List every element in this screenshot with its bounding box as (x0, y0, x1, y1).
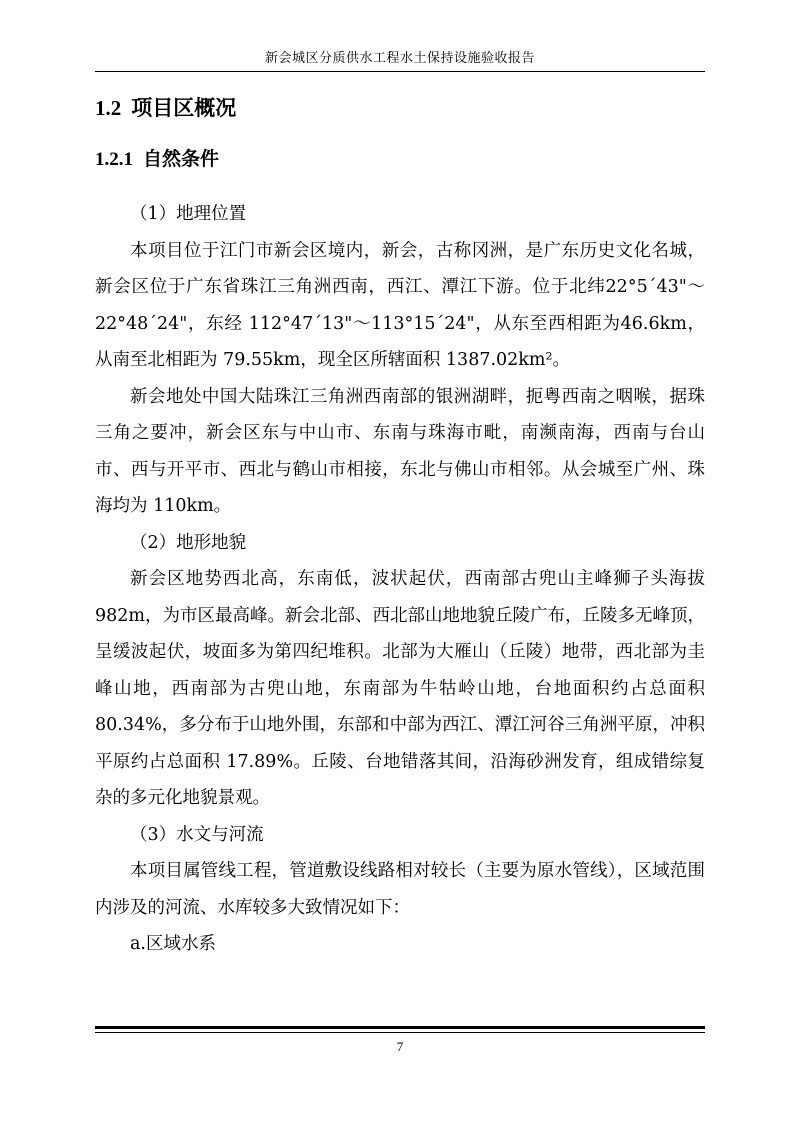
paragraph-surroundings: 新会地处中国大陆珠江三角洲西南部的银洲湖畔，扼粤西南之咽喉，据珠三角之要冲，新会区东与中山市、东南与珠海市毗，南濒南海，西南与台山市、西与开平市、西北与鹤山市相接，东北与佛山市相邻。从会城至广州、珠海均为 110km。 (95, 386, 705, 516)
item-heading-water-system: a.区域水系 (130, 934, 216, 954)
paragraph-terrain: 新会区地势西北高，东南低，波状起伏，西南部古兜山主峰狮子头海拔 982m，为市区最高峰。新会北部、西北部山地地貌丘陵广布，丘陵多无峰顶，呈缓波起伏，坡面多为第四纪堆积。北部为大雁山（丘陵）地带，西北部为圭峰山地，西南部为古兜山地，东南部为牛牯岭山地，台地面积约占总面积 80.34%，多分布于山地外围，东部和中部为西江、潭江河谷三角洲平原，冲积平原约占总面积 17.89%。丘陵、台地错落其间，沿海砂洲发育，组成错综复杂的多元化地貌景观。 (95, 569, 705, 808)
subsection-title: 自然条件 (143, 148, 220, 170)
section-number: 1.2 (95, 96, 122, 120)
footer-rule-thin (95, 1032, 705, 1033)
paragraph-location: 本项目位于江门市新会区境内，新会，古称冈洲，是广东历史文化名城，新会区位于广东省珠江三角洲西南，西江、潭江下游。位于北纬22°5´43"～22°48´24"，东经 112°47´13"～113°15´24"，从东至西相距为46.6km，从南至北相距为 79.55km，现全区所辖面积 1387.02km²。 (95, 240, 705, 370)
paragraph-hydrology: 本项目属管线工程，管道敷设线路相对较长（主要为原水管线），区域范围内涉及的河流、水库较多大致情况如下： (95, 861, 705, 918)
page-number: 7 (396, 1039, 404, 1054)
item-heading-location: （1）地理位置 (130, 204, 247, 224)
subsection-heading (95, 144, 219, 175)
item-heading-hydrology: （3）水文与河流 (130, 824, 264, 845)
subsection-number: 1.2.1 (95, 149, 133, 170)
item-heading-terrain: （2）地形地貌 (130, 532, 247, 553)
section-title: 项目区概况 (131, 95, 237, 120)
section-heading (95, 92, 236, 124)
footer-rule-thick (95, 1026, 705, 1029)
running-header: 新会城区分质供水工程水土保持设施验收报告 (264, 51, 535, 66)
body-text (95, 196, 705, 963)
header-rule (95, 71, 705, 72)
